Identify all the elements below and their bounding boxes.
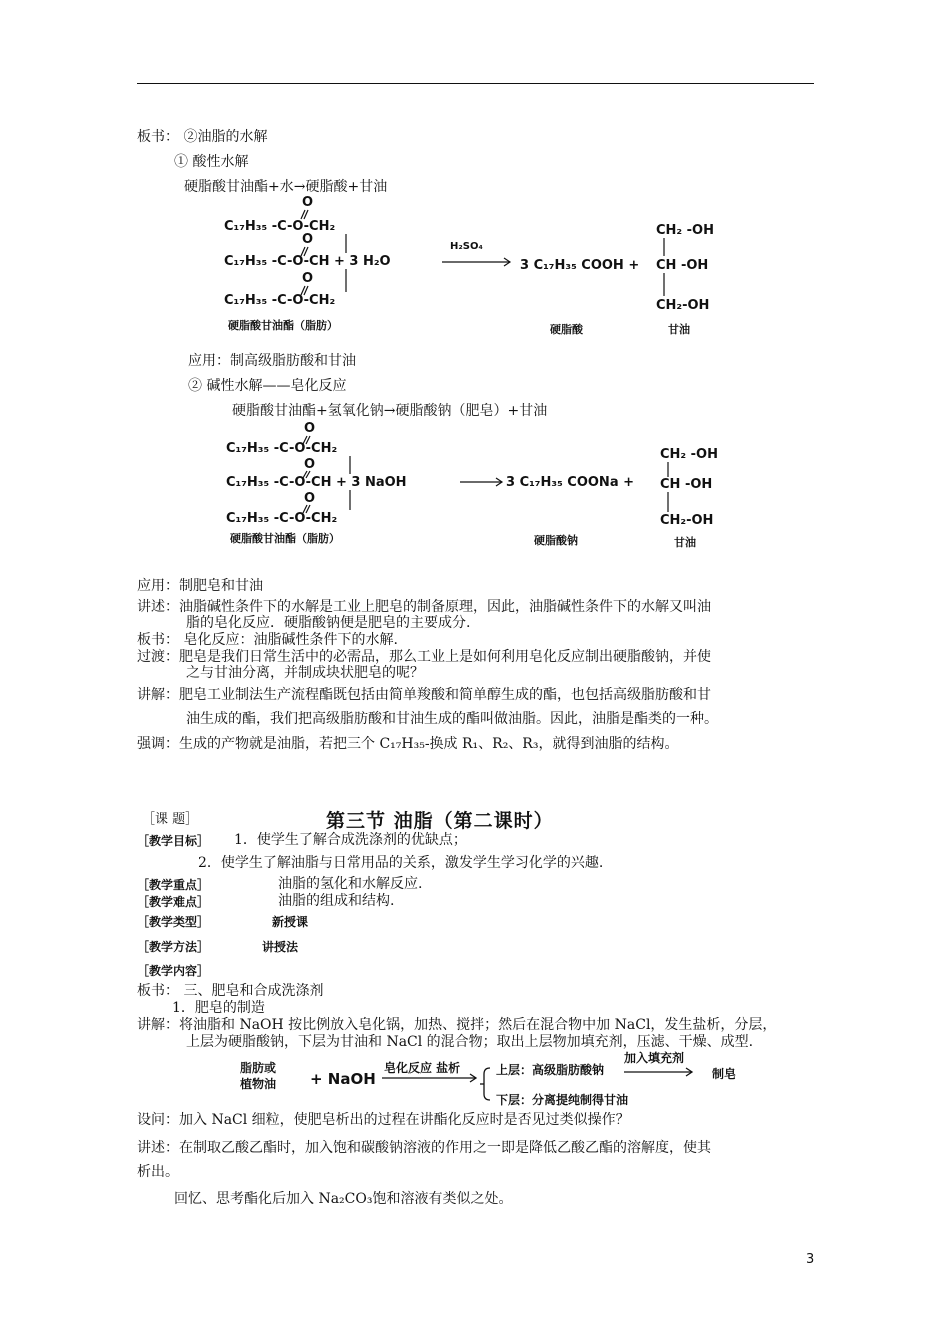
line-narrate-2: 讲述：在制取乙酸乙酯时，加入饱和碳酸钠溶液的作用之一即是降低乙酸乙酯的溶解度，使其 [137, 1140, 711, 1156]
line-narrate-1: 讲述：油脂碱性条件下的水解是工业上肥皂的制备原理，因此，油脂碱性条件下的水解又叫油 [137, 599, 711, 615]
page-number: 3 [806, 1252, 815, 1267]
line-acid-hydrolysis: ① 酸性水解 [174, 154, 249, 170]
lower-layer: 下层：分离提纯制得甘油 [496, 1093, 629, 1106]
header-rule [137, 83, 814, 84]
difficulty-text: 油脂的组成和结构. [278, 893, 395, 909]
type-text: 新授课 [272, 915, 309, 929]
line-board-saponification: 板书： 皂化反应：油脂碱性条件下的水解. [137, 632, 398, 648]
product-soap: 3 C₁₇H₃₅ COONa + [506, 475, 635, 490]
line-explain-2b: 上层为硬脂酸钠，下层为甘油和 NaCl 的混合物；取出上层物加填充剂，压滤、干燥、成型. [186, 1034, 754, 1050]
line-question: 设问：加入 NaCl 细粒，使肥皂析出的过程在讲酯化反应时是否见过类似操作？ [137, 1112, 630, 1128]
lesson-title: 第三节 油脂（第二课时） [326, 810, 554, 832]
line-explain-2: 讲解：将油脂和 NaOH 按比例放入皂化锅，加热、搅拌；然后在混合物中加 NaCl，发生盐析，分层， [137, 1017, 777, 1033]
catalyst-label: H₂SO₄ [450, 241, 483, 252]
process-label: 皂化反应 盐析 [384, 1061, 461, 1075]
label-difficulty: ［教学难点］ [137, 895, 210, 909]
acid-hydrolysis-equation [220, 196, 740, 341]
line-application-1: 应用：制高级脂肪酸和甘油 [188, 353, 356, 369]
line-acid-word-eq: 硬脂酸甘油酯+水→硬脂酸+甘油 [184, 179, 388, 195]
input-oil: 植物油 [240, 1077, 277, 1091]
label-fat: 硬脂酸甘油酯（脂肪） [228, 319, 338, 332]
glycerol-row-1: CH₂ -OH [660, 447, 718, 462]
plus-naoh: + NaOH [310, 1070, 376, 1088]
glycerol-row-2: CH -OH [660, 477, 713, 492]
label-topic: ［课 题］ [142, 812, 199, 827]
line-soap-making: 1．肥皂的制造 [172, 1000, 265, 1016]
line-board-soap: 板书： 三、肥皂和合成洗涤剂 [137, 983, 324, 999]
ester-row-2: C₁₇H₃₅ -C-O-CH + 3 H₂O [224, 254, 391, 269]
label-content: ［教学内容］ [137, 964, 210, 978]
line-application-2: 应用：制肥皂和甘油 [137, 578, 263, 594]
line-narrate-1b: 脂的皂化反应．硬脂酸钠便是肥皂的主要成分. [186, 615, 471, 631]
line-transition-b: 之与甘油分离，并制成块状肥皂的呢？ [186, 665, 424, 681]
glycerol-row-3: CH₂-OH [656, 298, 710, 313]
label-glycerol: 甘油 [674, 536, 696, 549]
line-board-hydrolysis: 板书： ②油脂的水解 [137, 129, 268, 145]
ester-row-3: C₁₇H₃₅ -C-O-CH₂ [226, 511, 338, 526]
method-text: 讲授法 [262, 940, 299, 954]
line-explain-1b: 油生成的酯，我们把高级脂肪酸和甘油生成的酯叫做油脂。因此，油脂是酯类的一种。 [186, 711, 718, 727]
label-method: ［教学方法］ [137, 940, 210, 954]
carbonyl-o: O [304, 491, 316, 506]
glycerol-row-3: CH₂-OH [660, 513, 714, 528]
label-glycerol: 甘油 [668, 323, 690, 336]
line-explain-1: 讲解：肥皂工业制法生产流程酯既包括由简单羧酸和简单醇生成的酯，也包括高级脂肪酸和甘 [137, 687, 711, 703]
soap-process-diagram [240, 1050, 760, 1106]
glycerol-row-1: CH₂ -OH [656, 223, 714, 238]
carbonyl-o: O [302, 271, 314, 286]
product-acid: 3 C₁₇H₃₅ COOH + [520, 258, 640, 273]
line-emphasis: 强调：生成的产物就是油脂，若把三个 C₁₇H₃₅-换成 R₁、R₂、R₃，就得到油脂的结构。 [137, 736, 679, 752]
key-point-text: 油脂的氢化和水解反应. [278, 876, 423, 892]
line-transition: 过渡：肥皂是我们日常生活中的必需品，那么工业上是如何利用皂化反应制出硬脂酸钠，并使 [137, 649, 711, 665]
carbonyl-o: O [304, 422, 316, 436]
carbonyl-o: O [302, 196, 314, 210]
label-goals: ［教学目标］ [137, 834, 210, 848]
add-filler-label: 加入填充剂 [624, 1051, 685, 1065]
line-narrate-2b: 析出。 [137, 1164, 179, 1180]
saponification-equation [222, 422, 742, 552]
line-recall: 回忆、思考酯化后加入 Na₂CO₃饱和溶液有类似之处。 [174, 1191, 513, 1207]
ester-row-1: C₁₇H₃₅ -C-O-CH₂ [226, 441, 338, 456]
line-alkali-word-eq: 硬脂酸甘油酯+氢氧化钠→硬脂酸钠（肥皂）+甘油 [232, 403, 548, 419]
ester-row-3: C₁₇H₃₅ -C-O-CH₂ [224, 293, 336, 308]
upper-layer: 上层：高级脂肪酸钠 [496, 1063, 605, 1077]
input-fat: 脂肪或 [240, 1061, 277, 1075]
glycerol-row-2: CH -OH [656, 258, 709, 273]
goal-2: 2．使学生了解油脂与日常用品的关系，激发学生学习化学的兴趣. [198, 855, 604, 871]
soap-output: 制皂 [712, 1067, 737, 1081]
line-saponification: ② 碱性水解——皂化反应 [188, 378, 347, 394]
carbonyl-o: O [304, 457, 316, 472]
goal-1: 1．使学生了解合成洗涤剂的优缺点； [234, 832, 467, 848]
label-stearic-acid: 硬脂酸 [550, 323, 583, 336]
label-sodium-stearate: 硬脂酸钠 [534, 534, 578, 547]
ester-row-2: C₁₇H₃₅ -C-O-CH + 3 NaOH [226, 475, 407, 490]
ester-row-1: C₁₇H₃₅ -C-O-CH₂ [224, 219, 336, 234]
label-type: ［教学类型］ [137, 915, 210, 929]
label-fat: 硬脂酸甘油酯（脂肪） [230, 532, 340, 545]
label-key-point: ［教学重点］ [137, 878, 210, 892]
carbonyl-o: O [302, 232, 314, 247]
